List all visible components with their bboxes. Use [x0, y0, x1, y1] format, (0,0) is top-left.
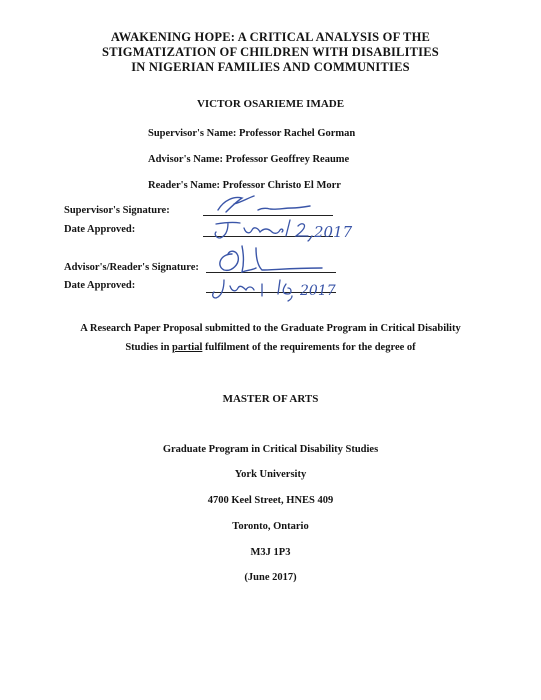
author-name: VICTOR OSARIEME IMADE [196, 98, 345, 110]
partial-underlined: partial [172, 342, 203, 353]
supervisor-name: Supervisor's Name: Professor Rachel Gorman [148, 128, 356, 139]
city-province: Toronto, Ontario [232, 521, 309, 532]
program-name: Graduate Program in Critical Disability Studies [162, 444, 379, 455]
degree: MASTER OF ARTS [222, 393, 319, 405]
advisor-reader-signature-label: Advisor's/Reader's Signature: [64, 262, 199, 273]
handwritten-date-1 [206, 216, 356, 242]
advisor-name: Advisor's Name: Professor Geoffrey Reaume [148, 154, 350, 165]
proposal-line-2-start: Studies in [125, 342, 173, 353]
handwritten-year-1: 2017 [314, 223, 353, 241]
date-approved-label-2: Date Approved: [64, 280, 136, 291]
handwritten-date-2 [208, 274, 348, 302]
document-title [0, 30, 541, 75]
handwritten-year-2: 2017 [300, 283, 336, 299]
submission-date: (June 2017) [244, 572, 297, 583]
postal-code: M3J 1P3 [250, 547, 291, 558]
reader-name: Reader's Name: Professor Christo El Morr [148, 180, 341, 191]
supervisor-signature-label: Supervisor's Signature: [64, 205, 170, 216]
supervisor-signature [212, 190, 322, 216]
university-name: York University [234, 469, 307, 480]
street-address: 4700 Keel Street, HNES 409 [207, 495, 334, 506]
date-approved-label-1: Date Approved: [64, 224, 136, 235]
title-line: IN NIGERIAN FAMILIES AND COMMUNITIES [131, 60, 410, 74]
proposal-line-1: A Research Paper Proposal submitted to the Graduate Program in Critical Disability [80, 323, 461, 334]
advisor-reader-signature [212, 240, 342, 276]
proposal-line-2 [0, 342, 541, 353]
proposal-line-2-end: fulfilment of the requirements for the degree of [202, 342, 416, 353]
title-line: AWAKENING HOPE: A CRITICAL ANALYSIS OF THE [110, 30, 431, 44]
title-line: STIGMATIZATION OF CHILDREN WITH DISABILITIES [102, 45, 439, 59]
